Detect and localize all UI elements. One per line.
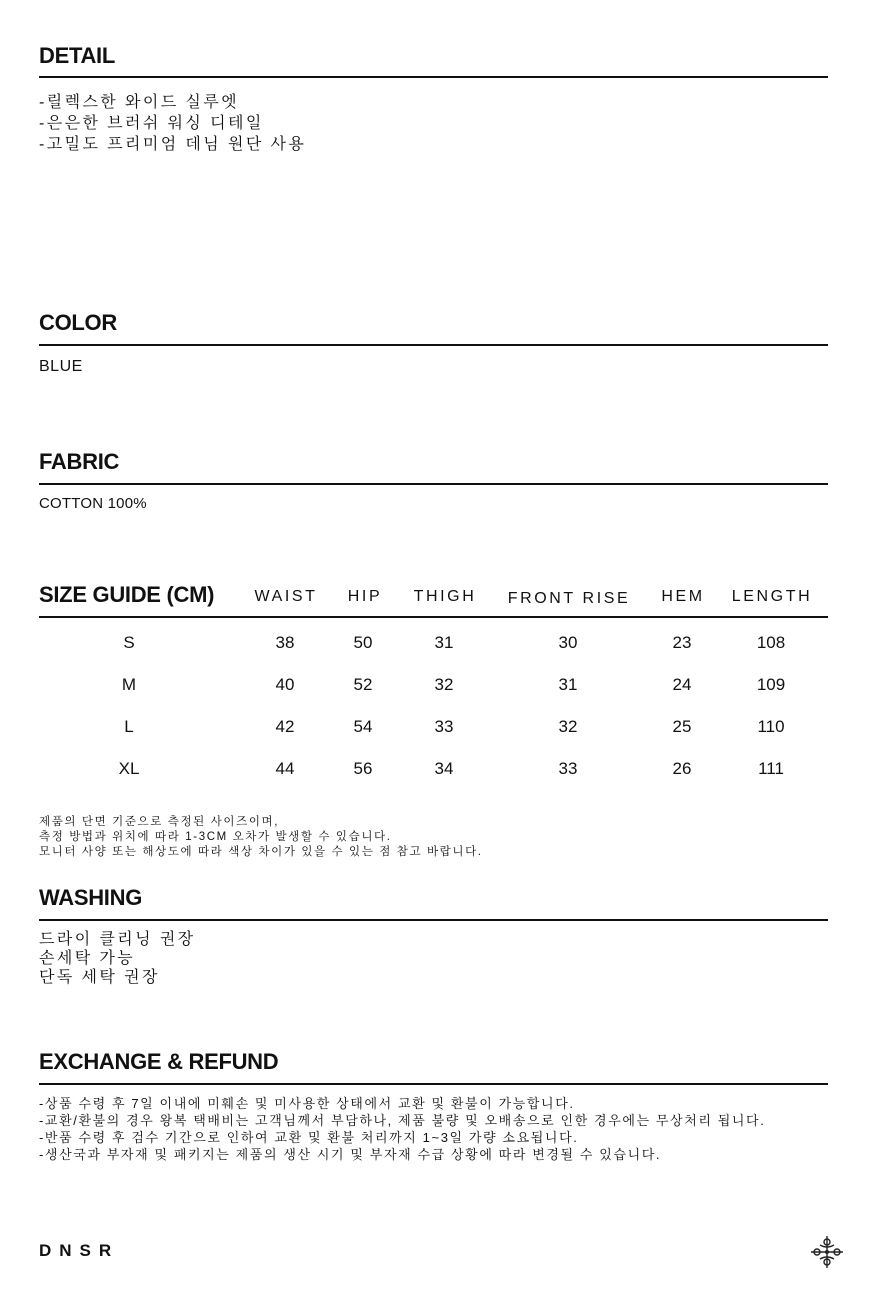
cell-thigh: 31 <box>434 633 454 652</box>
washing-list <box>39 930 196 987</box>
size-notes <box>39 815 483 860</box>
size-label: M <box>121 675 137 694</box>
cell-hem: 23 <box>672 633 692 652</box>
exchange-title: EXCHANGE & REFUND <box>39 1049 279 1074</box>
cell-waist: 38 <box>275 633 295 652</box>
fabric-title: FABRIC <box>39 449 120 474</box>
cell-hip: 54 <box>353 717 373 736</box>
cell-hem: 24 <box>672 675 692 694</box>
size-guide-title: SIZE GUIDE (CM) <box>39 582 215 607</box>
cell-hip: 50 <box>353 633 373 652</box>
detail-divider <box>39 76 828 78</box>
washing-item: 단독 세탁 권장 <box>39 969 160 986</box>
fabric-value: COTTON 100% <box>39 495 147 512</box>
color-value: BLUE <box>39 358 83 375</box>
cell-front-rise: 31 <box>558 675 578 694</box>
size-guide-header <box>39 582 828 614</box>
note-line: 제품의 단면 기준으로 측정된 사이즈이며, <box>39 816 280 828</box>
cell-length: 109 <box>756 675 786 694</box>
ornamental-cross-icon <box>808 1233 846 1271</box>
table-row <box>39 717 828 741</box>
table-row <box>39 675 828 699</box>
washing-divider <box>39 919 828 921</box>
table-row <box>39 759 828 783</box>
color-title: COLOR <box>39 310 117 335</box>
cell-hip: 52 <box>353 675 373 694</box>
cell-hem: 25 <box>672 717 692 736</box>
exchange-list <box>39 1095 765 1163</box>
column-header-front-rise: FRONT RISE <box>507 590 631 607</box>
size-label: XL <box>118 759 140 778</box>
washing-item: 손세탁 가능 <box>39 950 136 967</box>
cell-length: 111 <box>758 759 784 778</box>
cell-front-rise: 32 <box>558 717 578 736</box>
exchange-divider <box>39 1083 828 1085</box>
cell-front-rise: 33 <box>558 759 578 778</box>
cell-thigh: 34 <box>434 759 454 778</box>
table-row <box>39 633 828 657</box>
exchange-item: -상품 수령 후 7일 이내에 미훼손 및 미사용한 상태에서 교환 및 환불이 가능합니다. <box>39 1096 575 1111</box>
column-header-hip: HIP <box>347 588 383 605</box>
fabric-divider <box>39 483 828 485</box>
cell-length: 110 <box>757 717 785 736</box>
cell-thigh: 32 <box>434 675 454 694</box>
note-line: 모니터 사양 또는 해상도에 따라 색상 차이가 있을 수 있는 점 참고 바랍니다. <box>39 846 483 858</box>
cell-waist: 42 <box>275 717 295 736</box>
exchange-item: -교환/환불의 경우 왕복 택배비는 고객님께서 부담하나, 제품 불량 및 오배송으로 인한 경우에는 무상처리 됩니다. <box>39 1113 766 1128</box>
note-line: 측정 방법과 위치에 따라 1-3CM 오차가 발생할 수 있습니다. <box>39 831 392 843</box>
detail-title: DETAIL <box>39 43 116 68</box>
detail-item: -고밀도 프리미엄 데님 원단 사용 <box>39 136 307 153</box>
size-guide-divider <box>39 616 828 618</box>
size-label: S <box>123 633 135 652</box>
column-header-length: LENGTH <box>731 588 813 605</box>
detail-item: -릴렉스한 와이드 실루엣 <box>39 94 239 111</box>
color-divider <box>39 344 828 346</box>
column-header-hem: HEM <box>661 588 705 605</box>
washing-title: WASHING <box>39 885 143 910</box>
washing-item: 드라이 클리닝 권장 <box>39 931 196 948</box>
brand-logo: DNSR <box>39 1241 120 1260</box>
detail-list <box>39 92 306 155</box>
column-header-waist: WAIST <box>254 588 318 605</box>
cell-hip: 56 <box>353 759 373 778</box>
cell-thigh: 33 <box>434 717 454 736</box>
cell-length: 108 <box>756 633 786 652</box>
cell-hem: 26 <box>672 759 692 778</box>
size-label: L <box>124 717 134 736</box>
cell-front-rise: 30 <box>558 633 578 652</box>
detail-item: -은은한 브러쉬 워싱 디테일 <box>39 115 264 132</box>
column-header-thigh: THIGH <box>413 588 477 605</box>
exchange-item: -반품 수령 후 검수 기간으로 인하여 교환 및 환불 처리까지 1~3일 가량 소요됩니다. <box>39 1130 579 1145</box>
exchange-item: -생산국과 부자재 및 패키지는 제품의 생산 시기 및 부자재 수급 상황에 따라 변경될 수 있습니다. <box>39 1147 662 1162</box>
cell-waist: 44 <box>275 759 295 778</box>
cell-waist: 40 <box>275 675 295 694</box>
